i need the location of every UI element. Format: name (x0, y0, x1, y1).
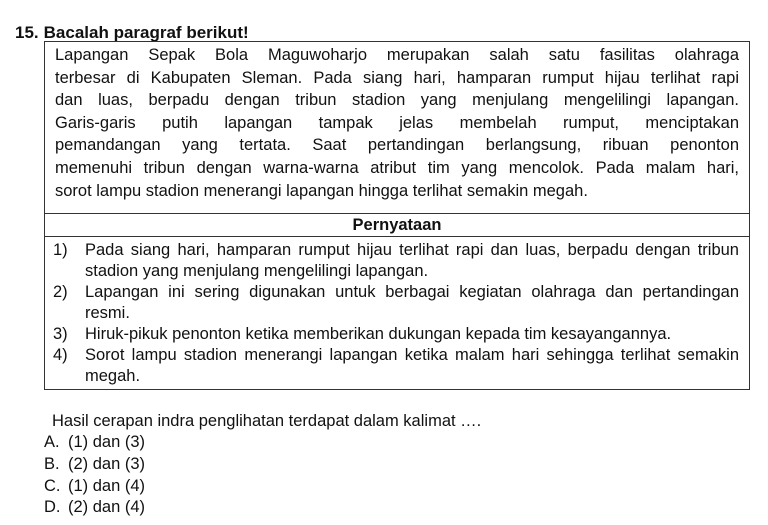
option-letter: C. (44, 476, 61, 495)
passage-box (44, 41, 750, 214)
option-text: (1) dan (3) (68, 433, 146, 451)
passage-line: Lapangan Sepak Bola Maguwoharjo merupakan salah satu fasilitas olahraga (55, 46, 739, 64)
answer-option-d[interactable] (44, 497, 145, 519)
passage-line: sorot lampu stadion menerangi lapangan hingga terlihat semakin megah. (55, 181, 588, 200)
statement-list (45, 237, 750, 390)
option-letter: A. (44, 433, 60, 451)
statement-number: 1) (53, 241, 68, 259)
answer-option-b[interactable] (44, 454, 145, 476)
statement-number: 4) (53, 346, 68, 364)
passage-line: terbesar di Kabupaten Sleman. Pada siang hari, hamparan rumput hijau terlihat rapi (55, 68, 739, 87)
statement-item (53, 240, 739, 282)
option-letter: D. (44, 498, 61, 517)
answer-options (44, 432, 145, 519)
statement-text: Pada siang hari, hamparan rumput hijau terlihat rapi dan luas, berpadu dengan tribun stadion yang menjulang mengelilingi lapangan. (85, 241, 739, 280)
passage-line: pemandangan yang tertata. Saat pertandingan berlangsung, ribuan penonton (55, 136, 739, 155)
option-text: (2) dan (3) (68, 454, 146, 473)
option-text: (1) dan (4) (68, 476, 146, 495)
passage-line: Garis-garis putih lapangan tampak jelas membelah rumput, menciptakan (55, 113, 739, 132)
option-letter: B. (44, 454, 60, 473)
answer-option-c[interactable] (44, 476, 145, 498)
option-text: (2) dan (4) (68, 498, 146, 517)
question-prompt: Hasil cerapan indra penglihatan terdapat dalam kalimat …. (52, 412, 482, 430)
question-number: 15. (15, 23, 39, 42)
statement-number: 2) (53, 283, 68, 301)
question-instruction: Bacalah paragraf berikut! (43, 23, 249, 42)
passage-line: dan luas, berpadu dengan tribun stadion yang menjulang mengelilingi lapangan. (55, 91, 739, 110)
statement-text: Lapangan ini sering digunakan untuk berbagai kegiatan olahraga dan pertandingan resmi. (85, 283, 739, 322)
statement-item (53, 345, 739, 387)
statement-item (53, 324, 739, 345)
statement-table-header: Pernyataan (45, 214, 750, 237)
passage-line: memenuhi tribun dengan warna-warna atribut tim yang mencolok. Pada malam hari, (55, 158, 739, 177)
statement-item (53, 282, 739, 324)
answer-option-a[interactable] (44, 432, 145, 454)
statement-table (44, 213, 750, 390)
statement-text: Sorot lampu stadion menerangi lapangan ketika malam hari sehingga terlihat semakin megah. (85, 346, 739, 385)
statement-number: 3) (53, 325, 68, 343)
statement-text: Hiruk-pikuk penonton ketika memberikan dukungan kepada tim kesayangannya. (85, 325, 672, 343)
